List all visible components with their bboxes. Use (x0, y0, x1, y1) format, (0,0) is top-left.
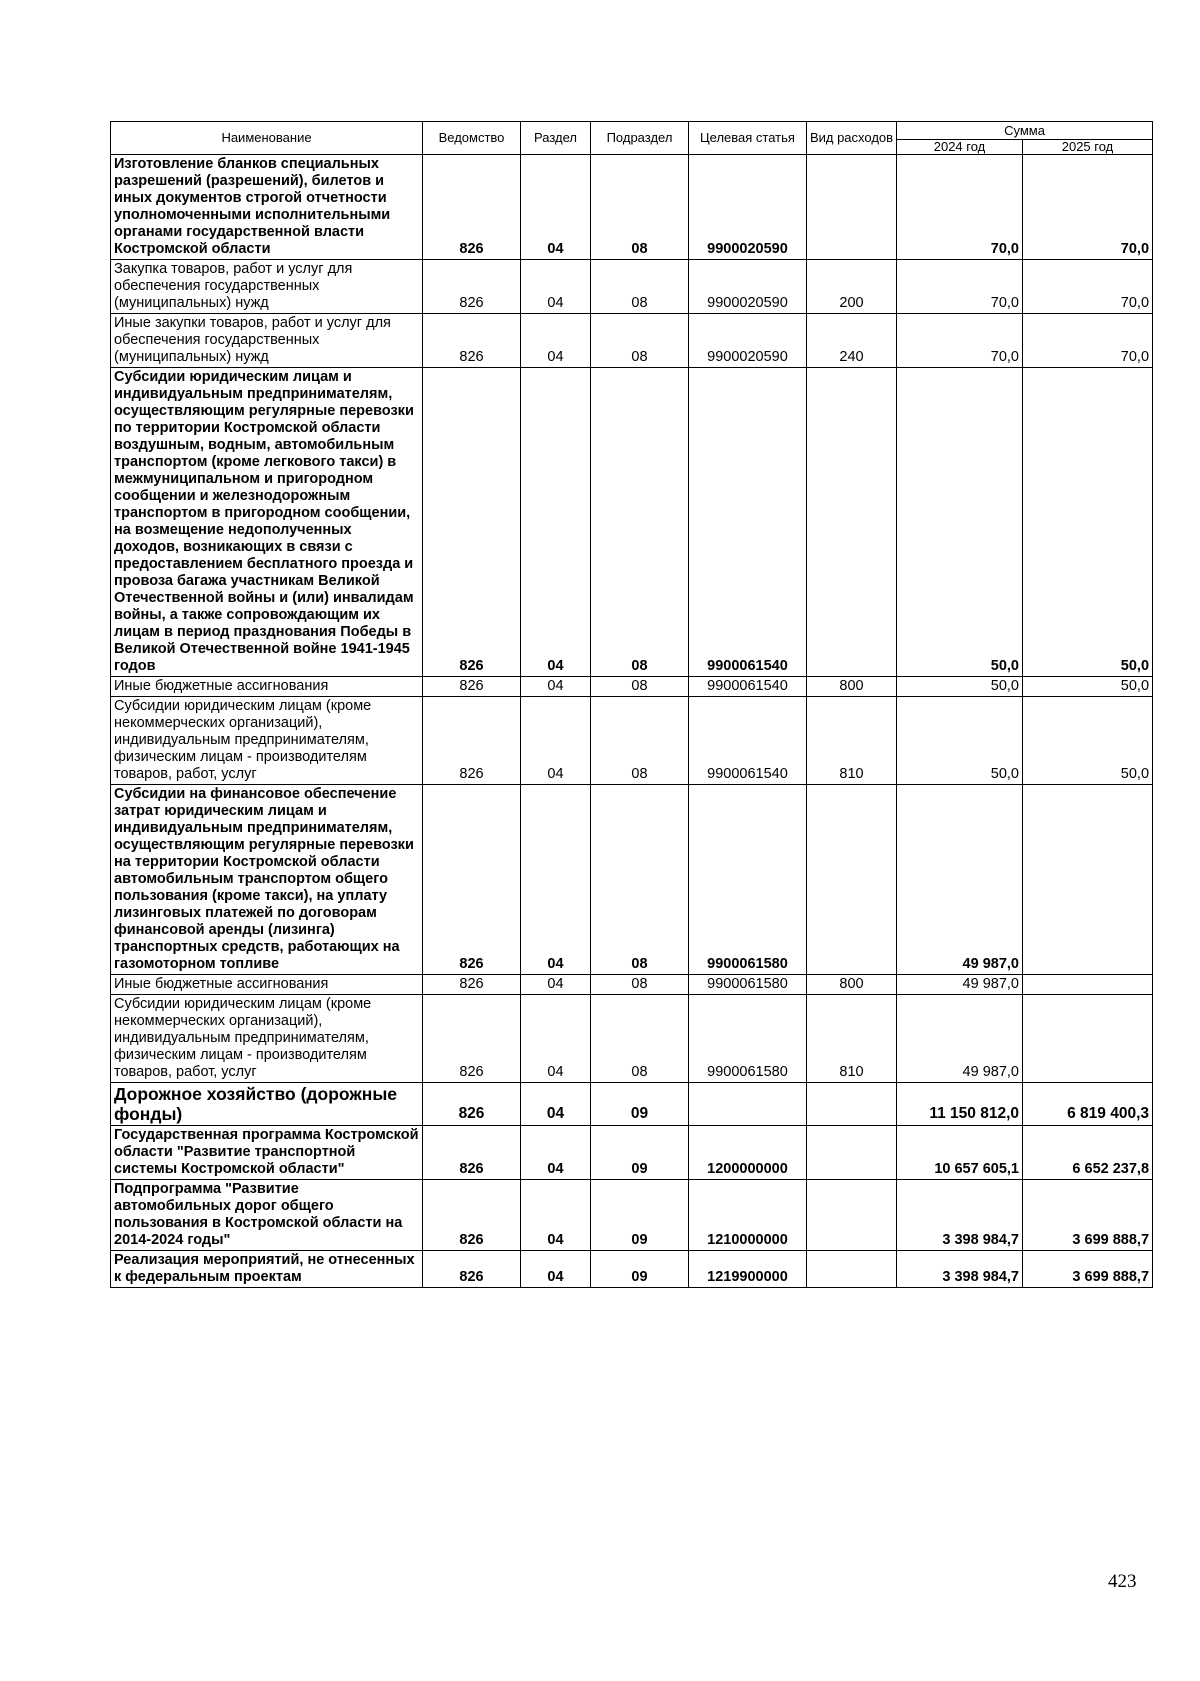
header-year-2024: 2024 год (897, 140, 1023, 155)
row-expense-type: 240 (807, 314, 897, 368)
row-department: 826 (423, 314, 521, 368)
row-section: 04 (521, 995, 591, 1083)
row-subsection: 08 (591, 368, 689, 677)
row-section: 04 (521, 314, 591, 368)
row-expense-type (807, 1251, 897, 1288)
row-sum-2024: 50,0 (897, 697, 1023, 785)
row-department: 826 (423, 1126, 521, 1180)
row-sum-2024: 70,0 (897, 314, 1023, 368)
row-sum-2024: 70,0 (897, 260, 1023, 314)
row-sum-2024: 49 987,0 (897, 785, 1023, 975)
row-expense-type (807, 785, 897, 975)
table-row (111, 155, 1153, 260)
row-expense-type: 200 (807, 260, 897, 314)
row-sum-2025: 50,0 (1023, 697, 1153, 785)
row-name: Закупка товаров, работ и услуг для обеспечения государственных (муниципальных) нужд (111, 260, 423, 314)
header-target-article: Целевая статья (689, 122, 807, 155)
row-subsection: 08 (591, 314, 689, 368)
row-department: 826 (423, 155, 521, 260)
page-number: 423 (1108, 1571, 1137, 1592)
row-department: 826 (423, 1083, 521, 1126)
header-expense-type: Вид расходов (807, 122, 897, 155)
row-subsection: 08 (591, 995, 689, 1083)
row-target-article: 1200000000 (689, 1126, 807, 1180)
row-department: 826 (423, 260, 521, 314)
row-sum-2025 (1023, 975, 1153, 995)
row-expense-type (807, 368, 897, 677)
row-department: 826 (423, 697, 521, 785)
row-target-article: 9900061580 (689, 975, 807, 995)
row-sum-2024: 50,0 (897, 368, 1023, 677)
table-row (111, 1251, 1153, 1288)
row-subsection: 09 (591, 1180, 689, 1251)
table-row (111, 260, 1153, 314)
header-sum: Сумма (897, 122, 1153, 140)
row-section: 04 (521, 260, 591, 314)
row-target-article (689, 1083, 807, 1126)
row-target-article: 9900020590 (689, 314, 807, 368)
row-subsection: 09 (591, 1251, 689, 1288)
row-expense-type (807, 1180, 897, 1251)
row-target-article: 9900061540 (689, 697, 807, 785)
row-sum-2024: 10 657 605,1 (897, 1126, 1023, 1180)
row-subsection: 09 (591, 1083, 689, 1126)
row-sum-2025 (1023, 995, 1153, 1083)
row-subsection: 08 (591, 975, 689, 995)
table-row (111, 677, 1153, 697)
row-sum-2025: 70,0 (1023, 260, 1153, 314)
row-sum-2025: 3 699 888,7 (1023, 1180, 1153, 1251)
header-subsection: Подраздел (591, 122, 689, 155)
row-section: 04 (521, 785, 591, 975)
row-target-article: 9900061580 (689, 785, 807, 975)
row-sum-2024: 49 987,0 (897, 995, 1023, 1083)
header-department: Ведомство (423, 122, 521, 155)
row-subsection: 08 (591, 677, 689, 697)
row-expense-type: 810 (807, 995, 897, 1083)
row-sum-2025: 70,0 (1023, 314, 1153, 368)
row-department: 826 (423, 995, 521, 1083)
row-name: Дорожное хозяйство (дорожные фонды) (111, 1083, 423, 1126)
row-sum-2024: 3 398 984,7 (897, 1180, 1023, 1251)
row-subsection: 09 (591, 1126, 689, 1180)
row-section: 04 (521, 1251, 591, 1288)
row-name: Иные бюджетные ассигнования (111, 975, 423, 995)
row-name: Подпрограмма "Развитие автомобильных дорог общего пользования в Костромской области на 2014-2024 годы" (111, 1180, 423, 1251)
row-section: 04 (521, 155, 591, 260)
budget-table (110, 121, 1153, 1288)
table-row (111, 1083, 1153, 1126)
row-section: 04 (521, 975, 591, 995)
row-sum-2025: 6 652 237,8 (1023, 1126, 1153, 1180)
table-row (111, 975, 1153, 995)
table-row (111, 368, 1153, 677)
row-sum-2024: 3 398 984,7 (897, 1251, 1023, 1288)
row-sum-2024: 49 987,0 (897, 975, 1023, 995)
row-department: 826 (423, 785, 521, 975)
row-target-article: 9900061580 (689, 995, 807, 1083)
row-section: 04 (521, 1180, 591, 1251)
row-department: 826 (423, 1180, 521, 1251)
row-target-article: 1210000000 (689, 1180, 807, 1251)
table-row (111, 995, 1153, 1083)
row-expense-type (807, 1083, 897, 1126)
row-expense-type (807, 1126, 897, 1180)
row-section: 04 (521, 368, 591, 677)
row-department: 826 (423, 368, 521, 677)
row-sum-2025 (1023, 785, 1153, 975)
header-section: Раздел (521, 122, 591, 155)
row-department: 826 (423, 975, 521, 995)
row-name: Субсидии юридическим лицам (кроме некоммерческих организаций), индивидуальным предпринимателям, физическим лицам - производителям товаров, работ, услуг (111, 995, 423, 1083)
row-name: Государственная программа Костромской области "Развитие транспортной системы Костромской области" (111, 1126, 423, 1180)
table-row (111, 1180, 1153, 1251)
row-name: Изготовление бланков специальных разрешений (разрешений), билетов и иных документов строгой отчетности уполномоченными исполнительными органами государственной власти Костромской области (111, 155, 423, 260)
row-expense-type (807, 155, 897, 260)
row-section: 04 (521, 697, 591, 785)
row-subsection: 08 (591, 260, 689, 314)
row-name: Иные бюджетные ассигнования (111, 677, 423, 697)
row-sum-2024: 70,0 (897, 155, 1023, 260)
row-expense-type: 810 (807, 697, 897, 785)
header-year-2025: 2025 год (1023, 140, 1153, 155)
table-row (111, 1126, 1153, 1180)
row-subsection: 08 (591, 785, 689, 975)
header-name: Наименование (111, 122, 423, 155)
row-expense-type: 800 (807, 677, 897, 697)
row-sum-2025: 50,0 (1023, 677, 1153, 697)
row-sum-2025: 50,0 (1023, 368, 1153, 677)
row-sum-2024: 11 150 812,0 (897, 1083, 1023, 1126)
row-section: 04 (521, 1083, 591, 1126)
row-expense-type: 800 (807, 975, 897, 995)
row-department: 826 (423, 677, 521, 697)
row-name: Субсидии юридическим лицам (кроме некоммерческих организаций), индивидуальным предпринимателям, физическим лицам - производителям товаров, работ, услуг (111, 697, 423, 785)
row-sum-2025: 6 819 400,3 (1023, 1083, 1153, 1126)
row-department: 826 (423, 1251, 521, 1288)
row-target-article: 9900061540 (689, 677, 807, 697)
table-row (111, 697, 1153, 785)
table-row (111, 314, 1153, 368)
row-name: Субсидии юридическим лицам и индивидуальным предпринимателям, осуществляющим регулярные перевозки по территории Костромской области воздушным, водным, автомобильным транспортом (кроме легкового такси) в межмуниципальном и пригородном сообщении и железнодорожным транспортом в пригородном сообщении, на возмещение недополученных доходов, возникающих в связи с предоставлением бесплатного проезда и провоза багажа участникам Великой Отечественной войны и (или) инвалидам войны, а также сопровождающим их лицам в период празднования Победы в Великой Отечественной войне 1941-1945 годов (111, 368, 423, 677)
row-target-article: 1219900000 (689, 1251, 807, 1288)
row-subsection: 08 (591, 155, 689, 260)
table-row (111, 785, 1153, 975)
row-name: Иные закупки товаров, работ и услуг для обеспечения государственных (муниципальных) нужд (111, 314, 423, 368)
row-target-article: 9900020590 (689, 260, 807, 314)
row-sum-2025: 70,0 (1023, 155, 1153, 260)
row-name: Субсидии на финансовое обеспечение затрат юридическим лицам и индивидуальным предпринимателям, осуществляющим регулярные перевозки на территории Костромской области автомобильным транспортом общего пользования (кроме такси), на уплату лизинговых платежей по договорам финансовой аренды (лизинга) транспортных средств, работающих на газомоторном топливе (111, 785, 423, 975)
row-sum-2024: 50,0 (897, 677, 1023, 697)
row-sum-2025: 3 699 888,7 (1023, 1251, 1153, 1288)
row-section: 04 (521, 677, 591, 697)
row-subsection: 08 (591, 697, 689, 785)
row-target-article: 9900061540 (689, 368, 807, 677)
row-target-article: 9900020590 (689, 155, 807, 260)
row-section: 04 (521, 1126, 591, 1180)
row-name: Реализация мероприятий, не отнесенных к федеральным проектам (111, 1251, 423, 1288)
